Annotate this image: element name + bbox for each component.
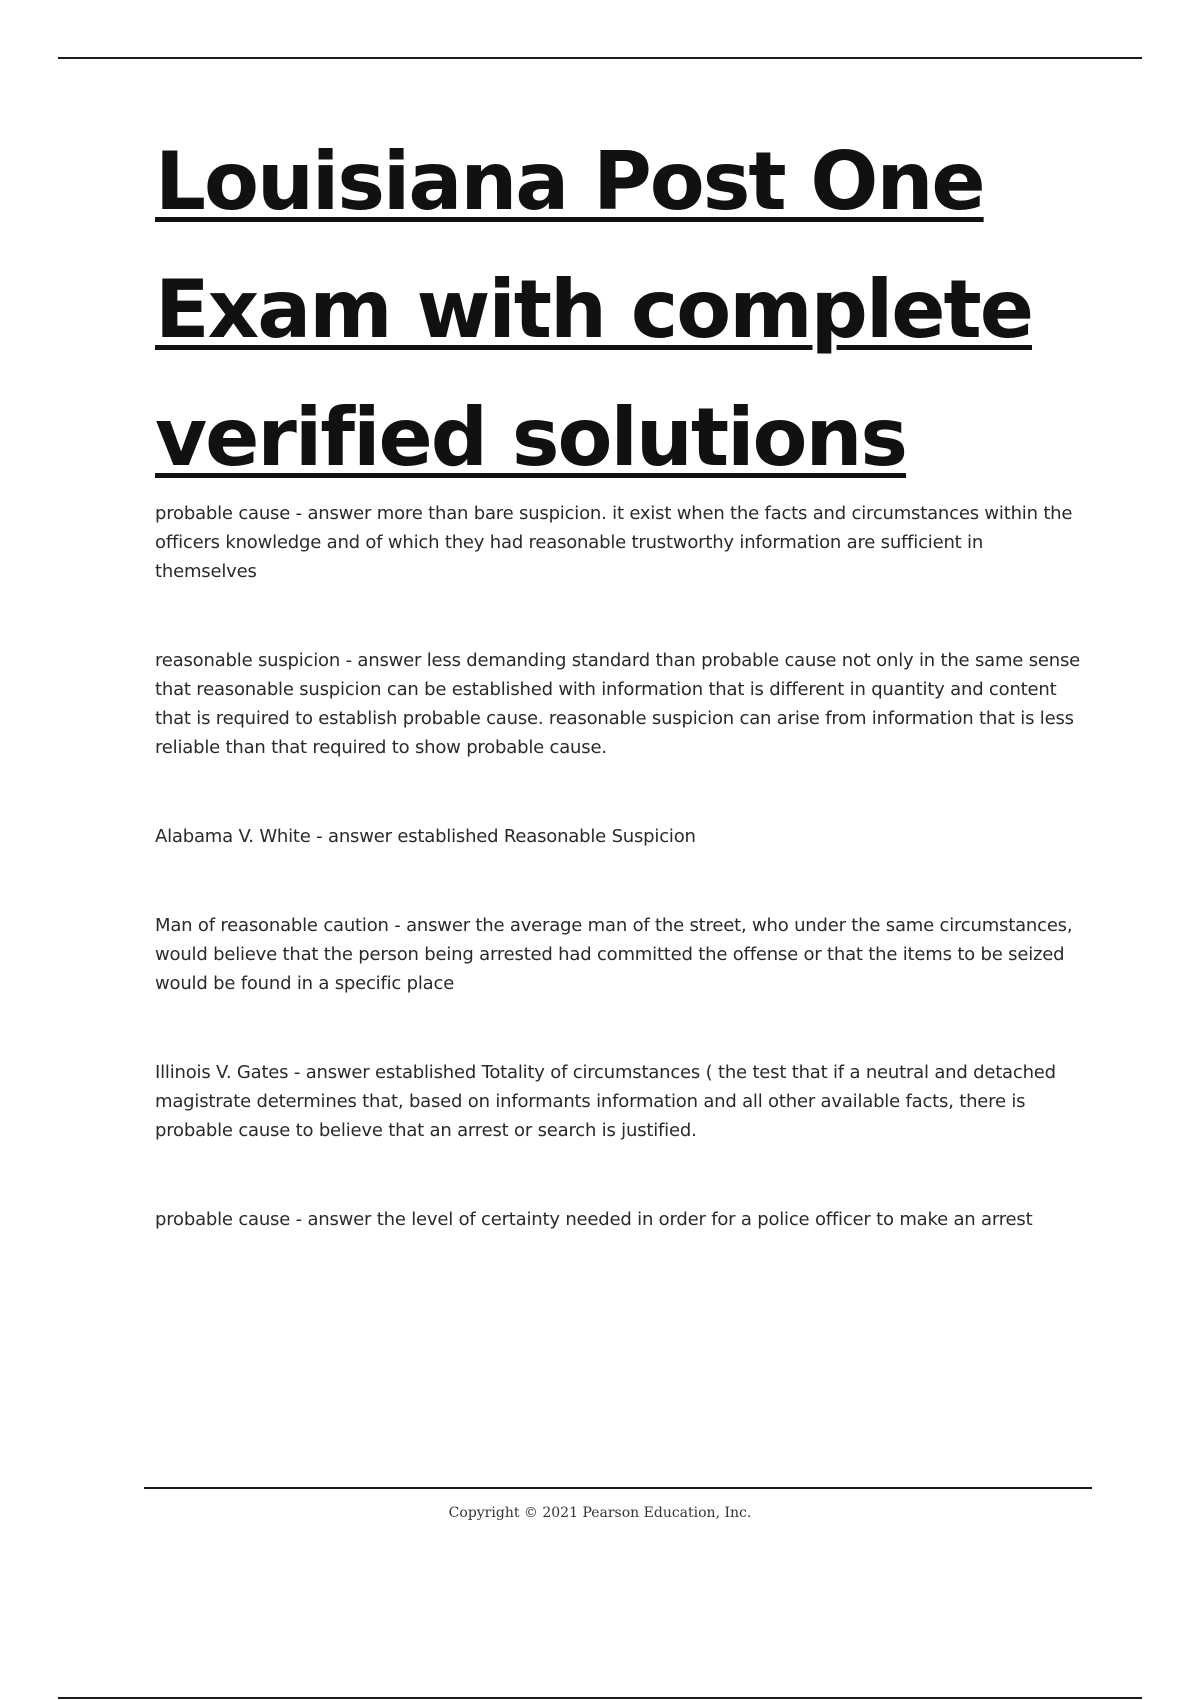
qa-entry-probable-cause-certainty: probable cause - answer the level of certainty needed in order for a police officer to make an arrest — [155, 1209, 1033, 1230]
qa-entry-probable-cause: probable cause - answer more than bare suspicion. it exist when the facts and circumstances within the officers knowledge and of which they had reasonable trustworthy information are sufficient in themselves — [155, 503, 1073, 582]
qa-entry-alabama-v-white: Alabama V. White - answer established Reasonable Suspicion — [155, 826, 696, 847]
title-line: Exam with complete — [155, 263, 1033, 356]
qa-list — [155, 499, 1090, 1294]
title-line: verified solutions — [155, 391, 907, 484]
title-line: Louisiana Post One — [155, 135, 984, 228]
page-bottom-rule — [58, 1697, 1142, 1699]
copyright-notice: Copyright © 2021 Pearson Education, Inc. — [448, 1505, 752, 1521]
page-top-rule — [58, 57, 1142, 59]
qa-entry-reasonable-suspicion: reasonable suspicion - answer less demanding standard than probable cause not only in the same sense that reasonable suspicion can be established with information that is different in quantity and content that is required to establish probable cause. reasonable suspicion can arise from information that is less reliable than that required to show probable cause. — [155, 650, 1081, 758]
document-title — [155, 118, 1115, 502]
qa-entry-man-of-reasonable-caution: Man of reasonable caution - answer the average man of the street, who under the same circumstances, would believe that the person being arrested had committed the offense or that the items to be seized would be found in a specific place — [155, 915, 1073, 994]
qa-entry-illinois-v-gates: Illinois V. Gates - answer established Totality of circumstances ( the test that if a neutral and detached magistrate determines that, based on informants information and all other available facts, there is probable cause to believe that an arrest or search is justified. — [155, 1062, 1056, 1141]
footer-rule — [144, 1487, 1092, 1489]
